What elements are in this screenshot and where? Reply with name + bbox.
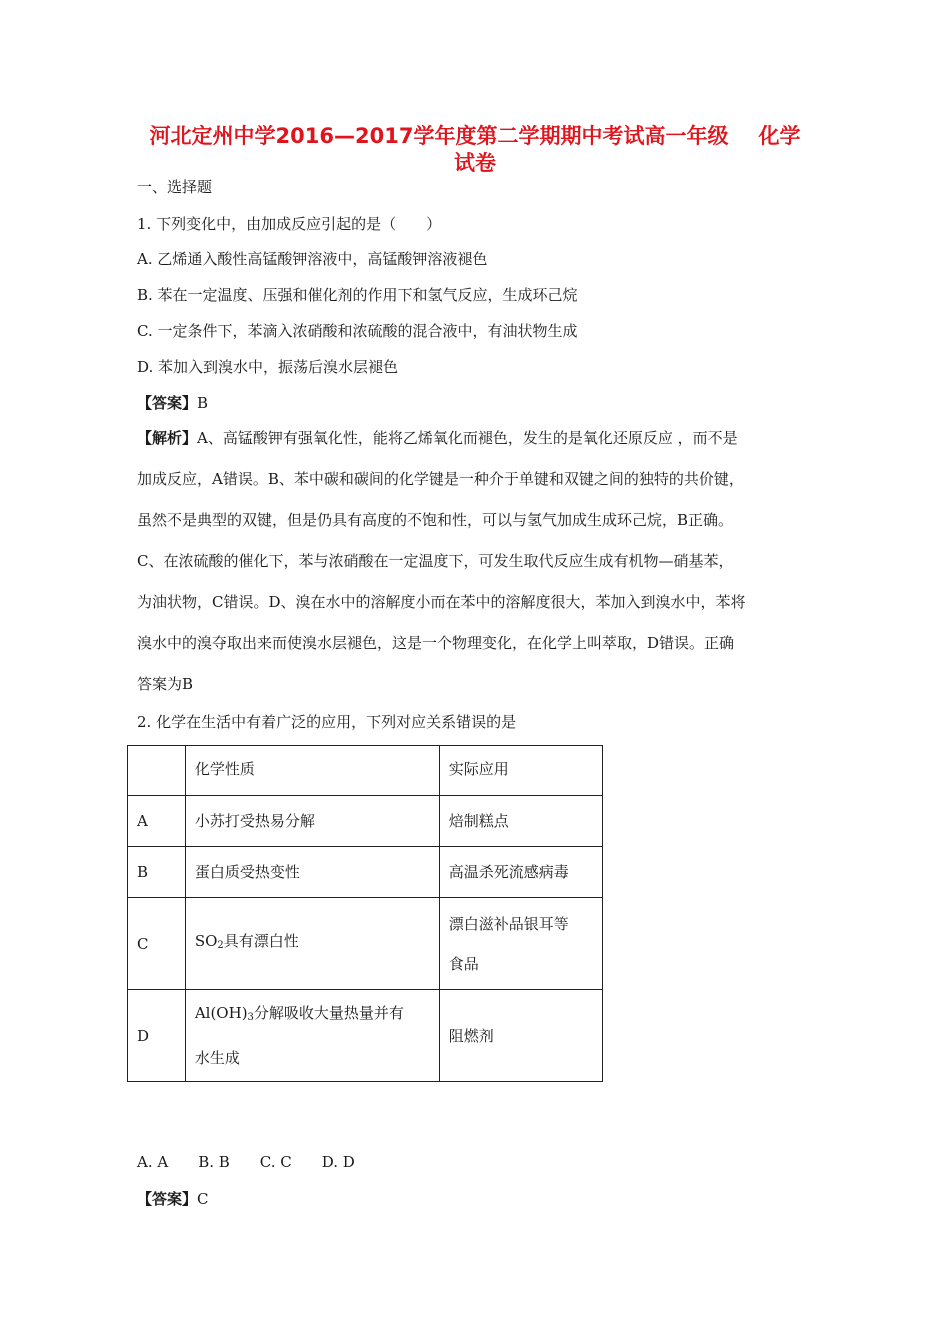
row-label: A: [128, 796, 186, 847]
q1-option-a: A. 乙烯通入酸性高锰酸钾溶液中，高锰酸钾溶液褪色: [137, 250, 488, 268]
table-row: [128, 898, 603, 990]
title-subject: 化学: [758, 124, 801, 148]
row-property: 蛋白质受热变性: [185, 847, 439, 898]
answer-label: 【答案】: [137, 1190, 198, 1208]
q1-option-d: D. 苯加入到溴水中，振荡后溴水层褪色: [137, 358, 399, 376]
row-use: [439, 898, 602, 990]
formula-base: Al(OH): [194, 1004, 248, 1022]
table-row: [128, 990, 603, 1082]
row-use: 阻燃剂: [439, 990, 602, 1082]
use-line: 食品: [448, 954, 479, 973]
q2-table: [127, 745, 603, 1082]
property-line: 水生成: [194, 1049, 240, 1067]
q1-answer: [137, 393, 208, 413]
formula-subscript: 2: [217, 940, 224, 951]
q2-options: [137, 1152, 385, 1172]
analysis-line: 答案为B: [137, 675, 194, 693]
q2-answer: [137, 1189, 209, 1209]
answer-label: 【答案】: [137, 394, 198, 412]
row-label: C: [128, 898, 186, 990]
formula-subscript: 3: [247, 1012, 254, 1023]
row-property: [185, 990, 439, 1082]
title-line1: 河北定州中学2016—2017学年度第二学期期中考试高一年级: [149, 124, 729, 148]
q1-option-b: B. 苯在一定温度、压强和催化剂的作用下和氢气反应，生成环己烷: [137, 286, 578, 304]
analysis-line: C、在浓硫酸的催化下，苯与浓硝酸在一定温度下，可发生取代反应生成有机物—硝基苯，: [137, 552, 734, 570]
row-property: 小苏打受热易分解: [185, 796, 439, 847]
q1-analysis: [137, 418, 817, 705]
row-label: D: [128, 990, 186, 1082]
table-header-cell: 化学性质: [185, 746, 439, 796]
document-title: [120, 123, 830, 177]
analysis-line: 加成反应，A错误。B、苯中碳和碳间的化学键是一种介于单键和双键之间的独特的共价键，: [137, 470, 744, 488]
table-row: [128, 847, 603, 898]
property-text: 具有漂白性: [223, 932, 299, 950]
property-text: 分解吸收大量热量并有: [253, 1004, 404, 1022]
q2-option-c: C. C: [259, 1153, 292, 1171]
q2-stem: 2. 化学在生活中有着广泛的应用，下列对应关系错误的是: [137, 713, 517, 731]
analysis-line: 为油状物，C错误。D、溴在水中的溶解度小而在苯中的溶解度很大，苯加入到溴水中，苯将: [137, 593, 746, 611]
table-header-row: [128, 746, 603, 796]
analysis-line: 虽然不是典型的双键，但是仍具有高度的不饱和性，可以与氢气加成生成环己烷，B正确。: [137, 511, 734, 529]
q2-option-a: A. A: [137, 1153, 169, 1171]
q1-option-c: C. 一定条件下，苯滴入浓硝酸和浓硫酸的混合液中，有油状物生成: [137, 322, 578, 340]
answer-value: C: [197, 1190, 209, 1208]
analysis-line: A、高锰酸钾有强氧化性，能将乙烯氧化而褪色，发生的是氧化还原反应 ，而不是: [197, 429, 738, 447]
use-line: 漂白滋补品银耳等: [448, 914, 569, 933]
analysis-label: 【解析】: [137, 429, 198, 447]
row-use: 焙制糕点: [439, 796, 602, 847]
table-header-cell: 实际应用: [439, 746, 602, 796]
q2-option-d: D. D: [321, 1153, 355, 1171]
row-use: 高温杀死流感病毒: [439, 847, 602, 898]
section-heading: 一、选择题: [137, 178, 213, 196]
q1-stem: 1. 下列变化中，由加成反应引起的是（ ）: [137, 215, 442, 233]
table-header-cell: [128, 746, 186, 796]
q2-option-b: B. B: [198, 1153, 230, 1171]
row-property: [185, 898, 439, 990]
answer-value: B: [197, 394, 209, 412]
title-line2: 试卷: [454, 151, 496, 175]
row-label: B: [128, 847, 186, 898]
table-row: [128, 796, 603, 847]
analysis-line: 溴水中的溴夺取出来而使溴水层褪色，这是一个物理变化，在化学上叫萃取，D错误。正确: [137, 634, 735, 652]
formula-base: SO: [194, 932, 218, 950]
